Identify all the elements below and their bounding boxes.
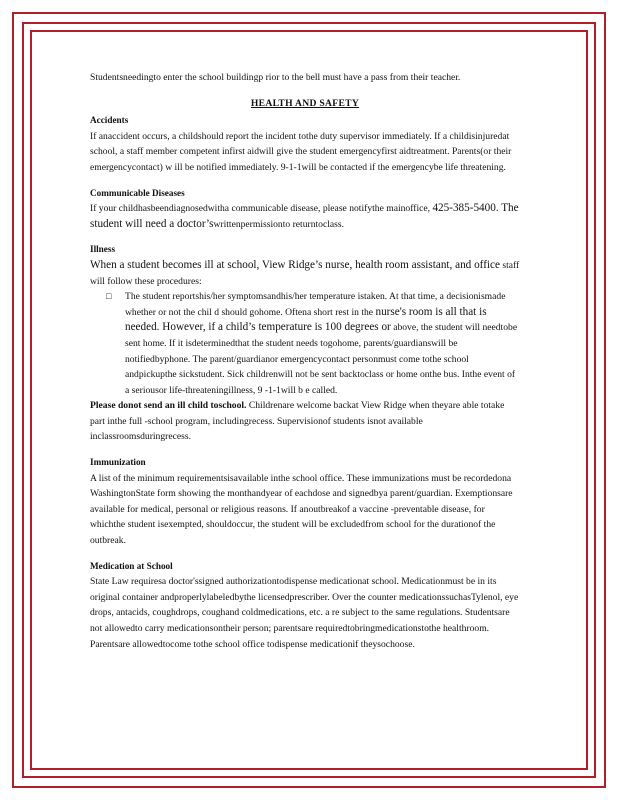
immunization-body: A list of the minimum requirementsisavailable inthe school office. These immunizations must be recordedona WashingtonState form showing the monthandyear of eachdose and signedbya parent/guardian. Exemptionsare available for medical, personal or religious reasons. If anoutbreakof a vaccine -preventable disease, for whichthe student isexempted, shouldoccur, the student will be excludedfrom school for the durationof the outbreak. <box>90 472 513 547</box>
illness-lead-large: When a student becomes ill at school, View Ridge’s nurse, health room assistant, and office <box>90 258 500 271</box>
bullet-text-1: The student reportshis/her symptomsandhis/her temperature istaken. At that time, a decisionismade whether or not the chil d should gohome. Oftena short rest in the <box>125 291 506 318</box>
medication-heading: Medication at School <box>90 560 173 571</box>
communicable-text-3: writtenpermissionto returntoclass. <box>213 218 345 230</box>
communicable-heading: Communicable Diseases <box>90 187 185 198</box>
illness-lead-small: staff will follow these procedures: <box>90 259 520 287</box>
immunization-heading: Immunization <box>90 457 146 468</box>
accidents-body: If anaccident occurs, a childshould report the incident tothe duty supervisor immediately. If a childisinjuredat school, a staff member competent infirst aidwill give the student emergencyfirst aidtreatment. Parents(or their emergencycontact) w ill be notified immediately. 9-1-1will be contacted if the emergencybe life threatening. <box>90 130 512 173</box>
illness-warning: Please donot send an ill child toschool. <box>90 400 247 412</box>
communicable-text-2: 425-385-5400. The student will need a doctor’s <box>90 202 519 230</box>
main-heading: HEALTH AND SAFETY <box>250 97 360 109</box>
illness-lead <box>90 258 520 289</box>
accidents-heading: Accidents <box>90 115 129 126</box>
illness-heading: Illness <box>90 244 116 255</box>
bullet-text-3: above, the student will needtobe sent home. If it isdeterminedthat the student needs togohome, parents/guardianswill be notifiedbyphone. The parent/guardianor emergencycontact personmust come tothe school andpickupthe sickstudent. Sick childrenwill not be sent backtoclass or home onthe bus. Inthe event of a seriousor life-threateningillness, 9 -1-1will b e called. <box>125 322 518 396</box>
list-item <box>106 289 520 398</box>
illness-note <box>90 398 520 445</box>
communicable-text-1: If your childhasbeendiagnosedwitha communicable disease, please notifythe mainoffice, <box>90 203 431 215</box>
document-page <box>90 70 520 652</box>
intro-paragraph: Studentsneedingto enter the school buildingp rior to the bell must have a pass from their teacher. <box>90 72 461 83</box>
communicable-body <box>90 201 520 232</box>
checkbox-bullet-icon: □ <box>106 291 112 302</box>
medication-body: State Law requiresa doctor'ssigned authorizationtodispense medicationat school. Medicationmust be in its original container andproperlylabeledbythe licensedprescriber. Over the counter medicationssuchasTylenol, eye drops, antacids, coughdrops, coughand coldmedications, etc. a re subject to the same regulations. Studentsare not allowedto carry medicationsontheir person; parentsare requiredtobringmedicationstothe healthroom. Parentsare allowedtocome tothe school office todispense medicationif theysochoose. <box>90 576 519 650</box>
illness-note-text: Childrenare welcome backat View Ridge when theyare able totake part inthe full -school program, includingrecess. Supervisionof students isnot available inclassroomsduringrecess. <box>90 400 505 443</box>
procedure-list <box>90 289 520 398</box>
bullet-text-2: nurse's room is all that is needed. However, if a child’s temperature is 100 degrees or <box>125 305 487 334</box>
